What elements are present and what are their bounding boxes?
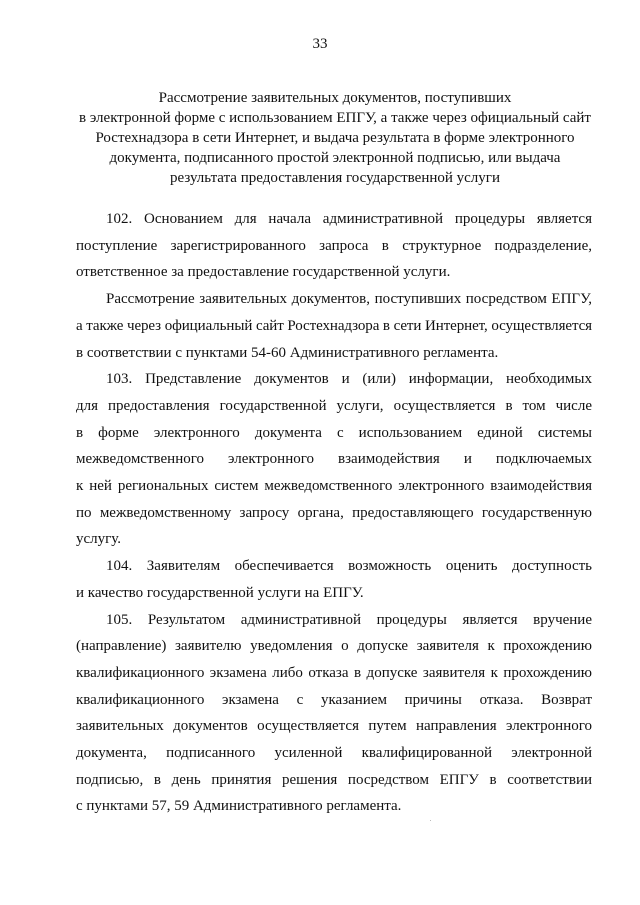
heading-line: в электронной форме с использованием ЕПГУ, а также через официальный сайт — [79, 110, 591, 126]
text-line: 103. Представление документов и (или) информации, необходимых — [106, 371, 592, 388]
paragraph-103 — [76, 366, 592, 553]
heading-line: Ростехнадзора в сети Интернет, и выдача результата в форме электронного — [95, 130, 575, 146]
heading-line: результата предоставления государственной услуги — [170, 170, 500, 186]
text-line: поступление зарегистрированного запроса в структурное подразделение, — [76, 237, 592, 254]
text-line: в соответствии с пунктами 54-60 Административного регламента. — [76, 344, 499, 361]
paragraph-102-continued — [76, 286, 592, 366]
text-line: 102. Основанием для начала административной процедуры является — [106, 211, 592, 227]
text-line: заявительных документов осуществляется путем направления электронного — [76, 718, 592, 735]
text-line: для предоставления государственной услуги, осуществляется в том числе — [76, 397, 592, 414]
heading-line: Рассмотрение заявительных документов, поступивших — [158, 90, 512, 106]
heading-line: документа, подписанного простой электронной подписью, или выдача — [109, 150, 561, 166]
paragraph-104 — [76, 553, 592, 606]
section-heading — [70, 88, 600, 188]
paragraph-105 — [76, 607, 592, 821]
text-line: и качество государственной услуги на ЕПГУ. — [76, 584, 364, 601]
text-line: 104. Заявителям обеспечивается возможность оценить доступность — [106, 558, 592, 575]
text-line: с пунктами 57, 59 Административного регламента. — [76, 798, 402, 815]
paragraph-102 — [76, 206, 592, 286]
text-line: ответственное за предоставление государственной услуги. — [76, 264, 451, 281]
text-line: в форме электронного документа с использованием единой системы — [76, 424, 592, 441]
text-line: по межведомственному запросу органа, предоставляющего государственную — [76, 504, 592, 521]
text-line: (направление) заявителю уведомления о допуске заявителя к прохождению — [76, 638, 592, 655]
document-body — [76, 206, 592, 820]
text-line: документа, подписанного усиленной квалифицированной электронной — [76, 745, 592, 762]
text-line: подписью, в день принятия решения посредством ЕПГУ в соответствии — [76, 771, 592, 788]
text-line: услугу. — [76, 531, 122, 548]
text-line: 105. Результатом административной процедуры является вручение — [106, 611, 592, 628]
page-number: 33 — [312, 36, 328, 52]
text-line: а также через официальный сайт Ростехнадзора в сети Интернет, осуществляется — [76, 317, 592, 334]
text-line: Рассмотрение заявительных документов, поступивших посредством ЕПГУ, — [106, 291, 592, 308]
text-line: квалификационного экзамена либо отказа в допуске заявителя к прохождению — [76, 664, 592, 681]
text-line: к ней региональных систем межведомственного электронного взаимодействия — [76, 478, 592, 495]
scan-speck — [430, 820, 431, 821]
text-line: квалификационного экзамена с указанием причины отказа. Возврат — [76, 691, 592, 708]
text-line: межведомственного электронного взаимодействия и подключаемых — [76, 451, 592, 468]
